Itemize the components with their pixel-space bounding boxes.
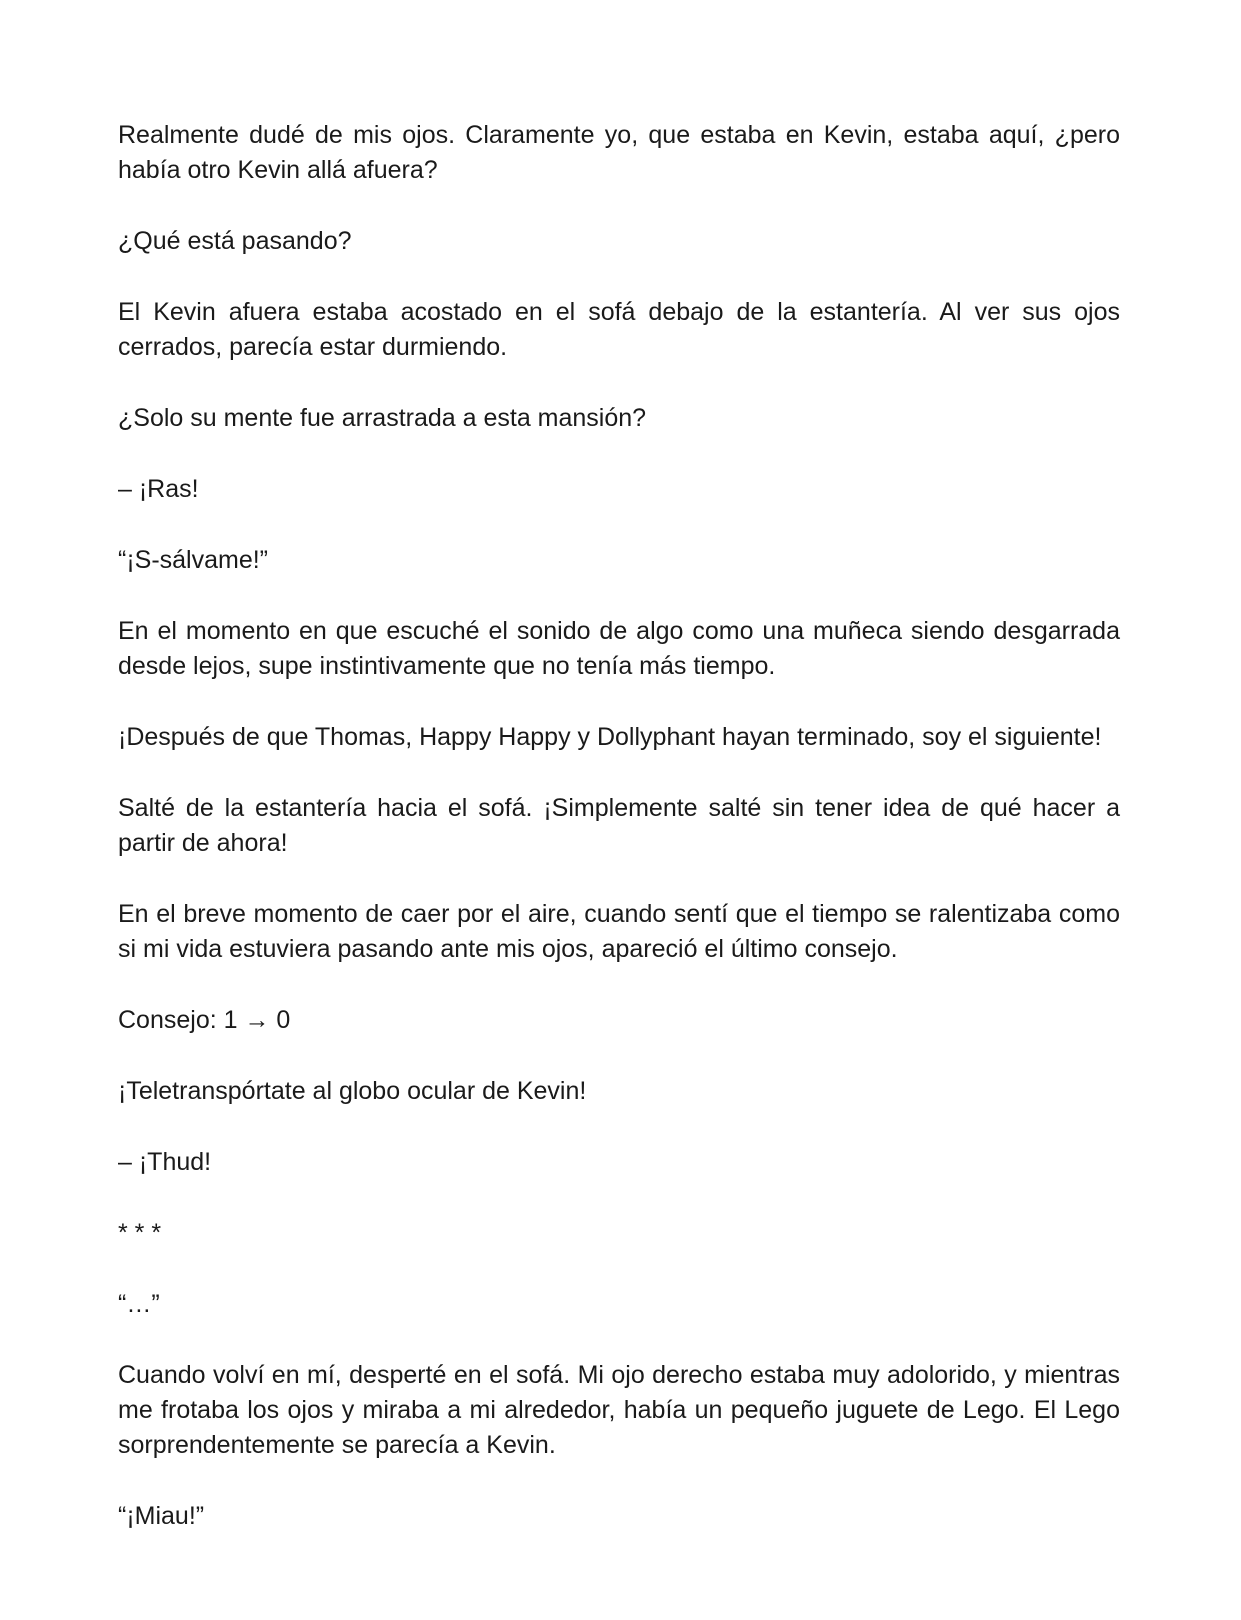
scene-break: * * * xyxy=(118,1219,162,1247)
paragraph: En el momento en que escuché el sonido de algo como una muñeca siendo desgarrada desde lejos, supe instintivamente que no tenía más tiempo. xyxy=(118,617,1120,680)
paragraph: Salté de la estantería hacia el sofá. ¡Simplemente salté sin tener idea de qué hacer a partir de ahora! xyxy=(118,794,1120,857)
paragraph: ¿Qué está pasando? xyxy=(118,227,352,255)
document-body xyxy=(118,118,1120,1570)
paragraph: – ¡Ras! xyxy=(118,475,199,503)
paragraph: Cuando volví en mí, desperté en el sofá. Mi ojo derecho estaba muy adolorido, y mientras me frotaba los ojos y miraba a mi alrededor, había un pequeño juguete de Lego. El Lego sorprendentemente se parecía a Kevin. xyxy=(118,1361,1120,1459)
paragraph: El Kevin afuera estaba acostado en el sofá debajo de la estantería. Al ver sus ojos cerrados, parecía estar durmiendo. xyxy=(118,298,1120,361)
paragraph: ¿Solo su mente fue arrastrada a esta mansión? xyxy=(118,404,647,432)
paragraph: – ¡Thud! xyxy=(118,1148,212,1176)
paragraph: ¡Después de que Thomas, Happy Happy y Dollyphant hayan terminado, soy el siguiente! xyxy=(118,723,1102,751)
paragraph: “¡Miau!” xyxy=(118,1502,205,1530)
paragraph: ¡Teletranspórtate al globo ocular de Kevin! xyxy=(118,1077,587,1105)
paragraph: En el breve momento de caer por el aire, cuando sentí que el tiempo se ralentizaba como si mi vida estuviera pasando ante mis ojos, apareció el último consejo. xyxy=(118,900,1120,963)
paragraph: Consejo: 1 → 0 xyxy=(118,1006,291,1034)
paragraph: “¡S-sálvame!” xyxy=(118,546,269,574)
paragraph: Realmente dudé de mis ojos. Claramente yo, que estaba en Kevin, estaba aquí, ¿pero había otro Kevin allá afuera? xyxy=(118,121,1120,184)
paragraph: “…” xyxy=(118,1290,160,1318)
